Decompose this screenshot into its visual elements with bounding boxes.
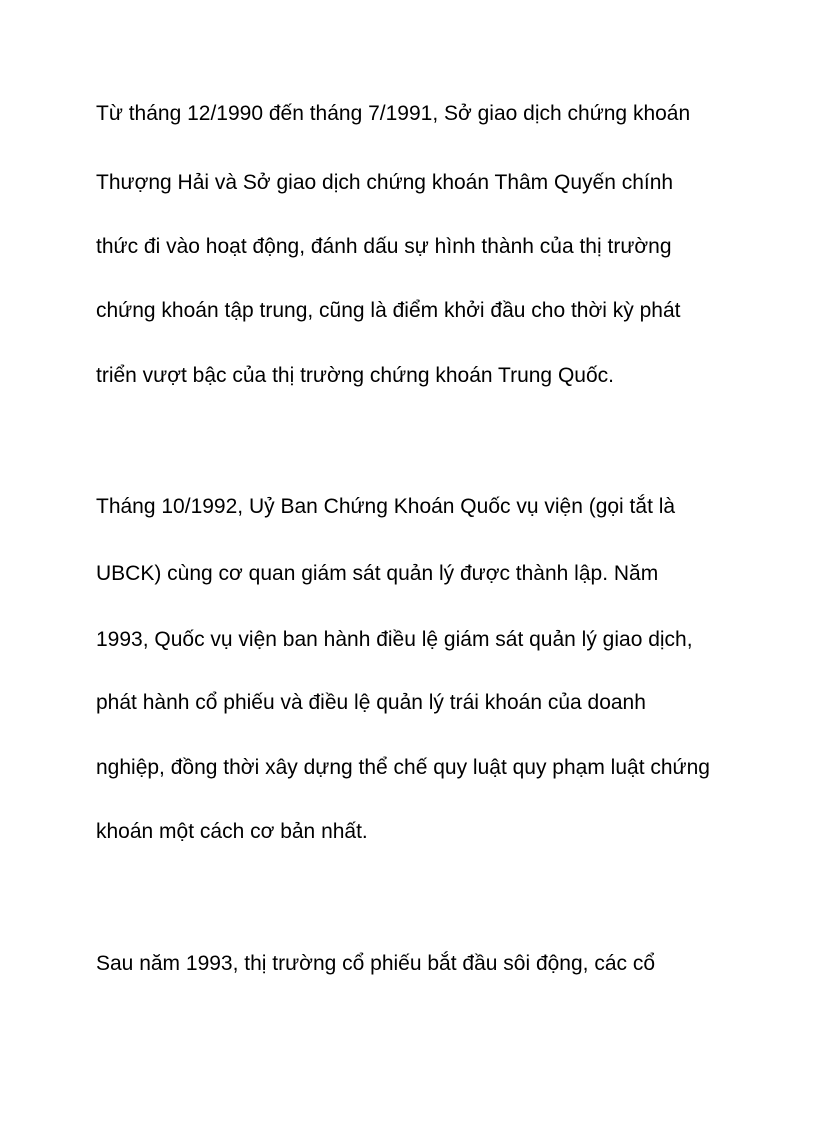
paragraph-line: thức đi vào hoạt động, đánh dấu sự hình thành của thị trường [96, 235, 672, 258]
paragraph-line: triển vượt bậc của thị trường chứng khoán Trung Quốc. [96, 364, 614, 387]
paragraph-line: chứng khoán tập trung, cũng là điểm khởi đầu cho thời kỳ phát [96, 299, 681, 322]
paragraph-line: UBCK) cùng cơ quan giám sát quản lý được thành lập. Năm [96, 562, 659, 585]
paragraph-line: nghiệp, đồng thời xây dựng thể chế quy luật quy phạm luật chứng [96, 756, 710, 779]
paragraph-line: khoán một cách cơ bản nhất. [96, 820, 368, 843]
paragraph-line: Tháng 10/1992, Uỷ Ban Chứng Khoán Quốc vụ viện (gọi tắt là [96, 495, 676, 518]
paragraph-line: Sau năm 1993, thị trường cổ phiếu bắt đầu sôi động, các cổ [96, 952, 656, 975]
paragraph-line: phát hành cổ phiếu và điều lệ quản lý trái khoán của doanh [96, 691, 646, 714]
paragraph-line: Từ tháng 12/1990 đến tháng 7/1991, Sở giao dịch chứng khoán [96, 102, 691, 125]
paragraph-line: Thượng Hải và Sở giao dịch chứng khoán Thâm Quyến chính [96, 171, 674, 194]
paragraph-line: 1993, Quốc vụ viện ban hành điều lệ giám sát quản lý giao dịch, [96, 628, 693, 651]
